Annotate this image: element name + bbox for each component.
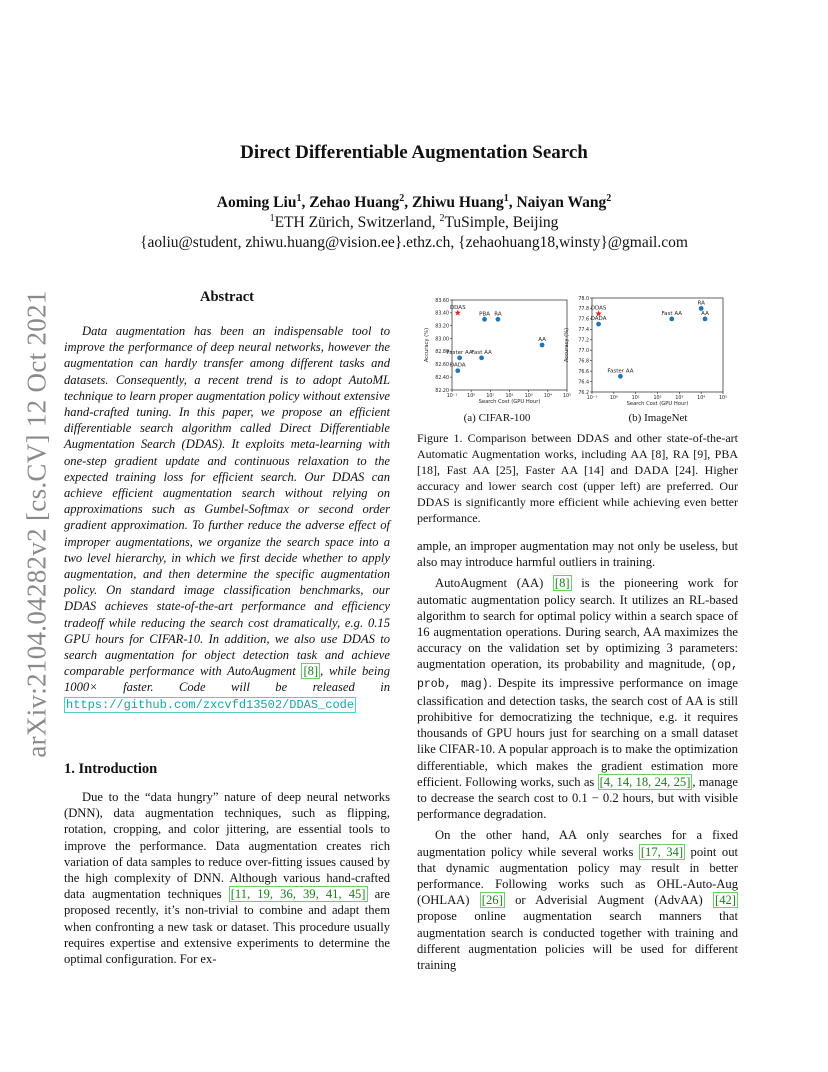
x-tick-label: 10² [505, 394, 514, 399]
y-tick-label: 77.4 [578, 328, 589, 334]
data-point [457, 355, 462, 360]
x-tick-label: 10³ [524, 394, 533, 399]
citation-link[interactable]: [8] [303, 664, 319, 679]
point-label: RA [494, 311, 502, 318]
y-tick-label: 82.80 [435, 350, 449, 356]
y-tick-label: 83.40 [435, 311, 449, 317]
y-tick-label: 83.00 [435, 337, 449, 343]
data-point [703, 316, 708, 321]
citation-link[interactable]: [8] [554, 576, 570, 591]
citation-link[interactable]: [26] [481, 893, 503, 908]
section-heading-introduction: 1. Introduction [64, 761, 158, 777]
author-name: Aoming Liu [216, 194, 297, 211]
citation-link[interactable]: [42] [715, 893, 736, 908]
author-name: Zhiwu Huang [411, 194, 504, 211]
point-label: AA [538, 337, 546, 343]
point-label: Fast AA [661, 310, 683, 317]
x-tick-label: 10⁻¹ [446, 394, 458, 399]
x-tick-label: 10⁵ [718, 396, 728, 401]
abstract-body: Data augmentation has been an indispensable tool to improve the performance of deep neural networks, however the augmentation can hardly transfer among different tasks and datasets. Consequently, a recent trend is to adopt AutoML technique to learn proper augmentation policy without extensive hand-crafted tuning. In this paper, we propose an efficient differentiable search algorithm called Direct Differentiable Augmentation Search (DDAS). It exploits meta-learning with one-step gradient update and continuous relaxation to the expected training loss for efficient search. Our DDAS can achieve efficient augmentation search without relying on approximations such as Gumbel-Softmax or second order gradient approximation. To further reduce the adverse effect of improper augmentations, we organize the search space into a two level hierarchy, in which we first decide whether to apply augmentation, and then determine the specific augmentation policy. On standard image classification benchmarks, our DDAS achieves state-of-the-art performance and efficiency tradeoff while reducing the search cost dramatically, e.g. 0.15 GPU hours for CIFAR-10. In addition, we also use DDAS to search augmentation for object detection task and achieve comparable performance with AutoAugment [8] , while being 1000× faster. Code will be released in https://github.com/zxcvfd13502/DDAS_code [64, 324, 390, 712]
y-tick-label: 83.20 [435, 324, 449, 330]
paper-title: Direct Differentiable Augmentation Search [240, 142, 588, 163]
y-tick-label: 78.0 [578, 296, 589, 302]
author-emails: {aoliu@student, zhiwu.huang@vision.ee}.ethz.ch, {zehaohuang18,winsty}@gmail.com [140, 234, 688, 251]
point-label: Faster AA [446, 349, 473, 356]
x-tick-label: 10⁵ [562, 394, 572, 399]
y-axis-label: Accuracy (%) [424, 327, 430, 363]
data-point [479, 355, 484, 360]
x-axis-label: Search Cost (GPU Hour) [478, 399, 541, 405]
figure-caption: Figure 1. Comparison between DDAS and other state-of-the-art Automatic Augmentation works, including AA [8], RA [9], PBA [18], Fast AA [25], Faster AA [14] and DADA [24]. Higher accuracy and lower search cost (upper left) are preferred. Our DDAS is significantly more efficient while achieving even better performance. [417, 431, 738, 525]
x-tick-label: 10³ [675, 396, 684, 401]
y-tick-label: 83.60 [435, 298, 449, 304]
data-point [596, 322, 601, 327]
y-tick-label: 82.40 [435, 375, 449, 381]
point-label: Fast AA [471, 349, 492, 356]
y-tick-label: 77.6 [578, 317, 589, 323]
x-tick-label: 10⁰ [467, 394, 476, 399]
point-label: PBA [479, 311, 490, 318]
figure-1 [417, 294, 738, 406]
y-tick-label: 77.8 [578, 307, 589, 313]
y-tick-label: 76.8 [578, 359, 589, 365]
data-point [618, 374, 623, 379]
citation-link[interactable]: [11, 19, 36, 39, 41, 45] [230, 887, 366, 902]
intro-body: Due to the “data hungry” nature of deep neural networks (DNN), data augmentation techniques, such as flipping, rotation, cropping, and color jittering, are essential tools to improve the performance. Data augmentation creates rich variation of data samples to reduce over-fitting issues caused by the high complexity of DNN. Although various hand-crafted data augmentation techniques [11, 19, 36, 39, 41, 45] are proposed recently, it’s non-trivial to combine and adapt them when confronting a new task or dataset. This procedure usually requires expertise and extensive experiments to determine the optimal configuration. For ex- [64, 790, 391, 967]
x-tick-label: 10⁻¹ [586, 396, 598, 401]
subfigure-label-b: (b) ImageNet [628, 412, 688, 424]
chart-imagenet [564, 294, 738, 407]
x-tick-label: 10⁴ [543, 394, 552, 399]
y-tick-label: 77.0 [578, 349, 589, 355]
y-tick-label: 76.6 [578, 369, 589, 375]
x-tick-label: 10¹ [631, 396, 640, 401]
y-tick-label: 82.20 [435, 388, 449, 394]
data-point [540, 343, 545, 348]
subfigure-label-a: (a) CIFAR-100 [463, 412, 531, 424]
point-label: DADA [449, 362, 466, 369]
point-label: DDAS [590, 305, 607, 312]
code-url-link[interactable]: https://github.com/zxcvfd13502/DDAS_code [66, 697, 355, 712]
data-point [669, 316, 674, 321]
arxiv-sidebar [12, 289, 62, 759]
chart-cifar100 [417, 294, 577, 404]
x-tick-label: 10⁴ [697, 396, 706, 401]
arxiv-identifier[interactable]: arXiv:2104.04282v2 [cs.CV] 12 Oct 2021 [21, 290, 52, 758]
abstract-heading: Abstract [200, 289, 254, 305]
data-point [496, 317, 501, 322]
y-axis-label: Accuracy (%) [564, 327, 570, 363]
citation-link[interactable]: [4, 14, 18, 24, 25] [599, 774, 691, 789]
inline-code: (op, prob, mag) [417, 659, 738, 691]
point-label: DDAS [449, 304, 466, 311]
data-point [455, 368, 460, 373]
author-list: Aoming Liu$^1$, Zehao Huang$^2$, Zhiwu Huang$^1$, Naiyan Wang$^2$ [216, 193, 612, 211]
x-tick-label: 10¹ [486, 394, 495, 399]
point-label: AA [701, 310, 709, 317]
point-label: Faster AA [607, 368, 634, 375]
author-name: Zehao Huang [309, 194, 400, 211]
y-tick-label: 76.2 [578, 390, 589, 396]
citation-link[interactable]: [17, 34] [640, 844, 684, 859]
right-column-text: ample, an improper augmentation may not only be useless, but also may introduce harmful outliers in training. AutoAugment (AA) [8] is the pioneering work for automatic augmentation policy search. It utilizes an RL-based algorithm to search for optimal policy within a search space of 16 augmentation operations. During search, AA maximizes the accuracy on the validation set by optimizing 3 parameters: augmentation operation, its probability and magnitude, (op, prob, mag). Despite its impressive performance on image classification and detection tasks, the search cost of AA is still prohibitive for democratizing the technique, e.g. it requires thousands of GPU hours just for searching on a small dataset like CIFAR-10. A popular approach is to make the optimization differentiable, which makes the gradient estimation more efficient. Following works, such as [4, 14, 18, 24, 25] , manage to decrease the search cost to 0.1 − 0.2 hours, but with visible performance degradation. On the other hand, AA only searches for a fixed augmentation policy while several works [17, 34] point out that dynamic augmentation policy may result in better performance. Following works such as OHL-Auto-Aug (OHLAA) [26] or Adverisial Augment (AdvAA) [42] propose online augmentation search manners that augmentation search is conducted together with training and different augmentation policies will be used for different training [417, 539, 739, 973]
x-tick-label: 10² [653, 396, 662, 401]
data-point [482, 317, 487, 322]
x-axis-label: Search Cost (GPU Hour) [626, 401, 689, 407]
y-tick-label: 82.60 [435, 363, 449, 369]
affiliations: $^1$ETH Zürich, Switzerland, $^2$TuSimple, Beijing [269, 213, 559, 231]
y-tick-label: 77.2 [578, 338, 589, 344]
point-label: DADA [590, 316, 607, 323]
y-tick-label: 76.4 [578, 380, 589, 386]
point-label: RA [697, 300, 705, 307]
x-tick-label: 10⁰ [609, 396, 618, 401]
author-name: Naiyan Wang [516, 194, 607, 211]
plot-frame [449, 300, 567, 390]
